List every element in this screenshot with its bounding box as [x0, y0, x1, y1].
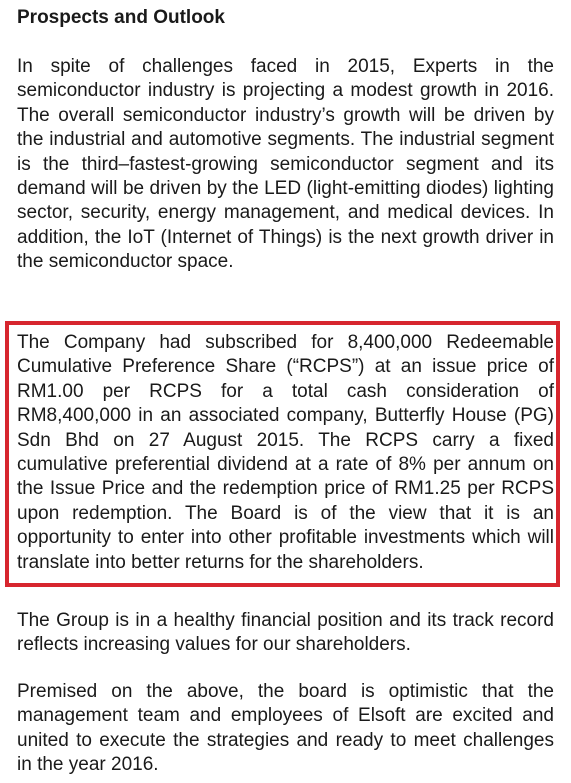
paragraph-financial-position: The Group is in a healthy financial position and its track record reflects increasing values for our shareholders.: [17, 610, 554, 656]
paragraph-conclusion: Premised on the above, the board is optimistic that the management team and employees of Elsoft are excited and united to execute the strategies and ready to meet challenges in the year 2016.: [17, 681, 554, 776]
paragraph-rcps-investment: The Company had subscribed for 8,400,000 Redeemable Cumulative Preference Share (“RCPS”) at an issue price of RM1.00 per RCPS for a total cash consideration of RM8,400,000 in an associated company, Butterfly House (PG) Sdn Bhd on 27 August 2015. The RCPS carry a fixed cumulative preferential dividend at a rate of 8% per annum on the Issue Price and the redemption price of RM1.25 per RCPS upon redemption. The Board is of the view that it is an opportunity to enter into other profitable investments which will translate into better returns for the shareholders.: [17, 332, 554, 573]
paragraph-industry-outlook: In spite of challenges faced in 2015, Experts in the semiconductor industry is projecting a modest growth in 2016. The overall semiconductor industry’s growth will be driven by the industrial and automotive segments. The industrial segment is the third–fastest-growing semiconductor segment and its demand will be driven by the LED (light-emitting diodes) lighting sector, security, energy management, and medical devices. In addition, the IoT (Internet of Things) is the next growth driver in the semiconductor space.: [17, 56, 554, 273]
section-heading: Prospects and Outlook: [17, 7, 225, 28]
